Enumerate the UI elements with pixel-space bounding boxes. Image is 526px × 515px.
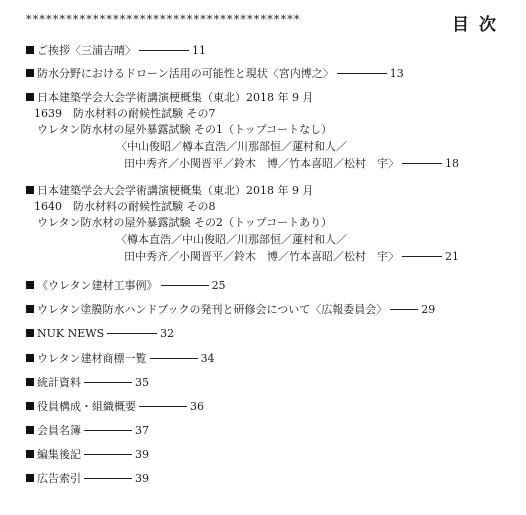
leader-line — [402, 256, 442, 257]
toc-entry-paper-title: ウレタン防水材の屋外暴露試験 その2（トップコートあり） — [37, 216, 333, 229]
leader-line — [150, 358, 198, 359]
toc-entry-title: ウレタン建材商標一覧 — [37, 352, 147, 365]
leader-line — [84, 478, 132, 479]
leader-line — [84, 382, 132, 383]
toc-entry-title: NUK NEWS — [37, 327, 105, 340]
toc-entry-title: 日本建築学会大会学術講演梗概集（東北）2018 年 9 月 — [37, 184, 314, 197]
toc-entry-page: 39 — [135, 472, 149, 485]
toc-entry-drone — [26, 67, 404, 81]
toc-entry-page: 29 — [421, 303, 436, 316]
square-bullet-icon — [26, 281, 34, 289]
toc-entry-statistics — [26, 376, 149, 390]
toc-entry-nuk-news — [26, 327, 174, 341]
toc-entry-editorial — [26, 448, 149, 462]
leader-line — [390, 309, 418, 310]
toc-entry-title: 会員名簿 — [37, 424, 81, 437]
square-bullet-icon — [26, 305, 34, 313]
toc-entry-page: 34 — [200, 352, 215, 365]
toc-entry-title: 防水分野におけるドローン活用の可能性と現状〈宮内博之〉 — [37, 67, 334, 80]
toc-entry-title: ウレタン塗膜防水ハンドブックの発刊と研修会について〈広報委員会〉 — [37, 303, 388, 316]
square-bullet-icon — [26, 186, 34, 194]
toc-entry-paper-title: ウレタン防水材の屋外暴露試験 その1（トップコートなし） — [37, 123, 333, 136]
toc-entry-greeting — [26, 44, 206, 58]
square-bullet-icon — [26, 426, 34, 434]
toc-entry-page: 39 — [135, 448, 149, 461]
star-rule: ***************************************** — [26, 13, 301, 26]
toc-entry-authors-cont — [124, 157, 459, 171]
square-bullet-icon — [26, 46, 34, 54]
toc-entry-page: 18 — [445, 157, 459, 170]
square-bullet-icon — [26, 329, 34, 337]
leader-line — [161, 285, 209, 286]
page-title: 目次 — [452, 15, 506, 35]
toc-entry-title: ご挨拶〈三浦吉晴〉 — [37, 44, 136, 57]
toc-entry-title: 日本建築学会大会学術講演梗概集（東北）2018 年 9 月 — [37, 91, 314, 104]
toc-entry-case-studies — [26, 279, 226, 293]
toc-entry-page: 35 — [135, 376, 149, 389]
toc-entry-title: 役員構成・組織概要 — [37, 400, 136, 413]
leader-line — [139, 406, 187, 407]
toc-entry-page: 11 — [192, 44, 206, 57]
square-bullet-icon — [26, 378, 34, 386]
toc-entry-handbook — [26, 303, 435, 317]
square-bullet-icon — [26, 474, 34, 482]
square-bullet-icon — [26, 450, 34, 458]
toc-entry-title: 《ウレタン建材工事例》 — [37, 279, 158, 292]
leader-line — [84, 430, 132, 431]
toc-entry-page: 32 — [160, 327, 175, 340]
square-bullet-icon — [26, 354, 34, 362]
toc-entry-page: 25 — [211, 279, 226, 292]
leader-line — [337, 73, 387, 74]
leader-line — [84, 454, 132, 455]
toc-entry-members — [26, 424, 149, 438]
toc-entry-ad-index — [26, 472, 149, 486]
square-bullet-icon — [26, 402, 34, 410]
toc-entry-authors: 〈樽本直浩／中山俊昭／川那部恒／蓮村和人／ — [116, 233, 347, 246]
toc-entry-aij-1639 — [26, 91, 313, 105]
leader-line — [107, 333, 157, 334]
toc-entry-page: 13 — [389, 67, 404, 80]
toc-header — [26, 10, 506, 35]
toc-entry-title: 広告索引 — [37, 472, 81, 485]
toc-entry-paper-number: 1640 防水材料の耐候性試験 その8 — [34, 200, 216, 213]
square-bullet-icon — [26, 69, 34, 77]
toc-entry-page: 36 — [190, 400, 204, 413]
toc-entry-paper-number: 1639 防水材料の耐候性試験 その7 — [34, 107, 216, 120]
toc-entry-page: 21 — [445, 250, 459, 263]
toc-entry-authors-text: 田中秀齐／小関晋平／鈴木 博／竹本喜昭／松村 宇〉 — [124, 157, 399, 170]
toc-entry-title: 編集後記 — [37, 448, 81, 461]
toc-entry-aij-1640 — [26, 184, 313, 198]
square-bullet-icon — [26, 93, 34, 101]
leader-line — [139, 50, 189, 51]
leader-line — [402, 163, 442, 164]
toc-entry-title: 統計資料 — [37, 376, 81, 389]
toc-entry-authors-cont — [124, 250, 459, 264]
toc-entry-officers — [26, 400, 204, 414]
toc-entry-authors-text: 田中秀齐／小関晋平／鈴木 博／竹本喜昭／松村 宇〉 — [124, 250, 399, 263]
toc-entry-authors: 〈中山俊昭／樽本直浩／川那部恒／蓮村和人／ — [116, 140, 347, 153]
toc-entry-trademarks — [26, 352, 215, 366]
toc-entry-page: 37 — [135, 424, 149, 437]
